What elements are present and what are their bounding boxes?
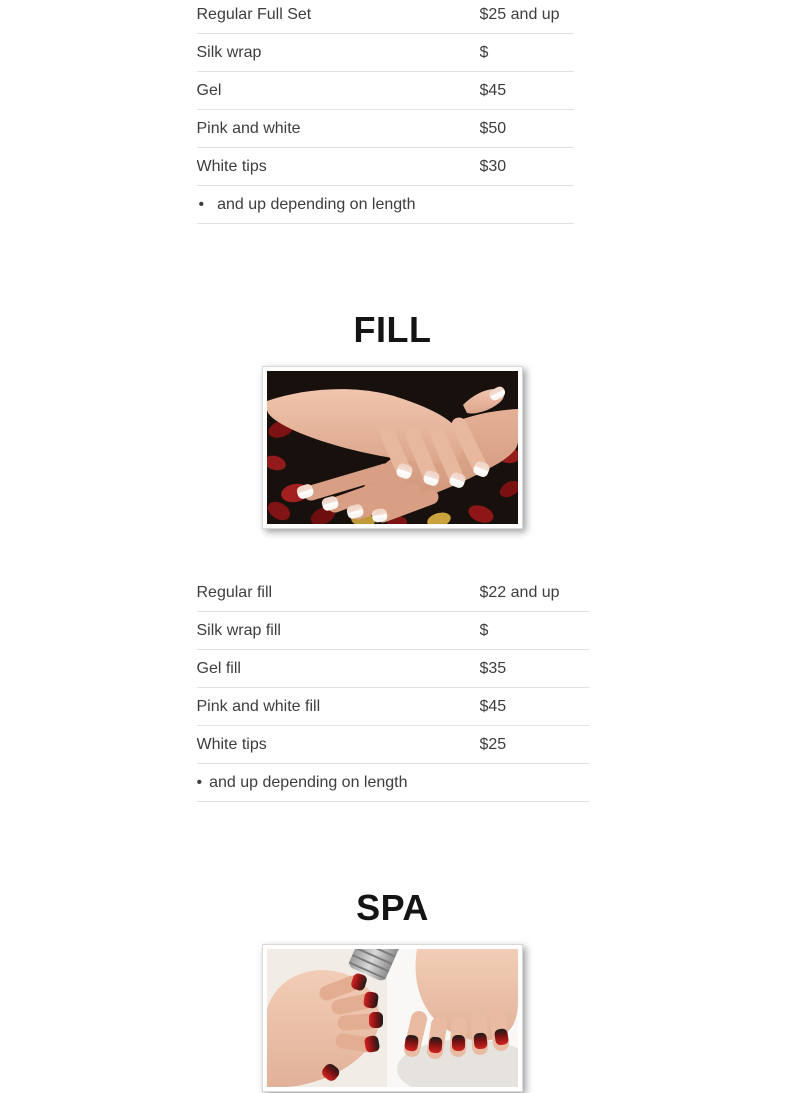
table-row xyxy=(197,612,589,650)
table-row xyxy=(197,110,574,148)
service-price: $35 xyxy=(480,650,589,688)
service-name: Regular Full Set xyxy=(197,0,480,34)
bullet-glyph: • xyxy=(196,773,203,791)
price-list-content xyxy=(197,0,589,1092)
service-price: $30 xyxy=(480,148,574,186)
service-name: White tips xyxy=(197,726,480,764)
table-note-row xyxy=(197,764,589,802)
service-name: Gel xyxy=(197,72,480,110)
fill-photo xyxy=(267,371,518,524)
service-price: $ xyxy=(480,612,589,650)
table-row xyxy=(197,72,574,110)
service-name: Regular fill xyxy=(197,574,480,612)
service-price: $25 and up xyxy=(480,0,574,34)
service-name: Silk wrap xyxy=(197,34,480,72)
service-price: $22 and up xyxy=(480,574,589,612)
length-note xyxy=(197,764,589,802)
service-price: $45 xyxy=(480,688,589,726)
table-row xyxy=(197,0,574,34)
table-note-row xyxy=(197,186,574,224)
spa-photo-frame xyxy=(262,944,523,1092)
service-name: Gel fill xyxy=(197,650,480,688)
table-row xyxy=(197,650,589,688)
fill-price-table xyxy=(197,574,589,802)
table-row xyxy=(197,574,589,612)
service-name: Pink and white fill xyxy=(197,688,480,726)
fill-photo-frame xyxy=(262,366,523,529)
full-set-price-table xyxy=(197,0,574,224)
bullet-glyph: • xyxy=(198,195,205,213)
length-note-text: and up depending on length xyxy=(209,773,408,791)
service-price: $45 xyxy=(480,72,574,110)
service-name: Silk wrap fill xyxy=(197,612,480,650)
service-name: Pink and white xyxy=(197,110,480,148)
fill-section-heading: FILL xyxy=(353,309,432,350)
table-row xyxy=(197,34,574,72)
service-price: $ xyxy=(480,34,574,72)
length-note xyxy=(197,186,574,224)
spa-section-heading: SPA xyxy=(356,887,429,928)
spa-photo xyxy=(267,949,518,1087)
table-row xyxy=(197,726,589,764)
length-note-text: and up depending on length xyxy=(217,195,416,213)
service-price: $25 xyxy=(480,726,589,764)
table-row xyxy=(197,688,589,726)
table-row xyxy=(197,148,574,186)
service-price: $50 xyxy=(480,110,574,148)
service-name: White tips xyxy=(197,148,480,186)
